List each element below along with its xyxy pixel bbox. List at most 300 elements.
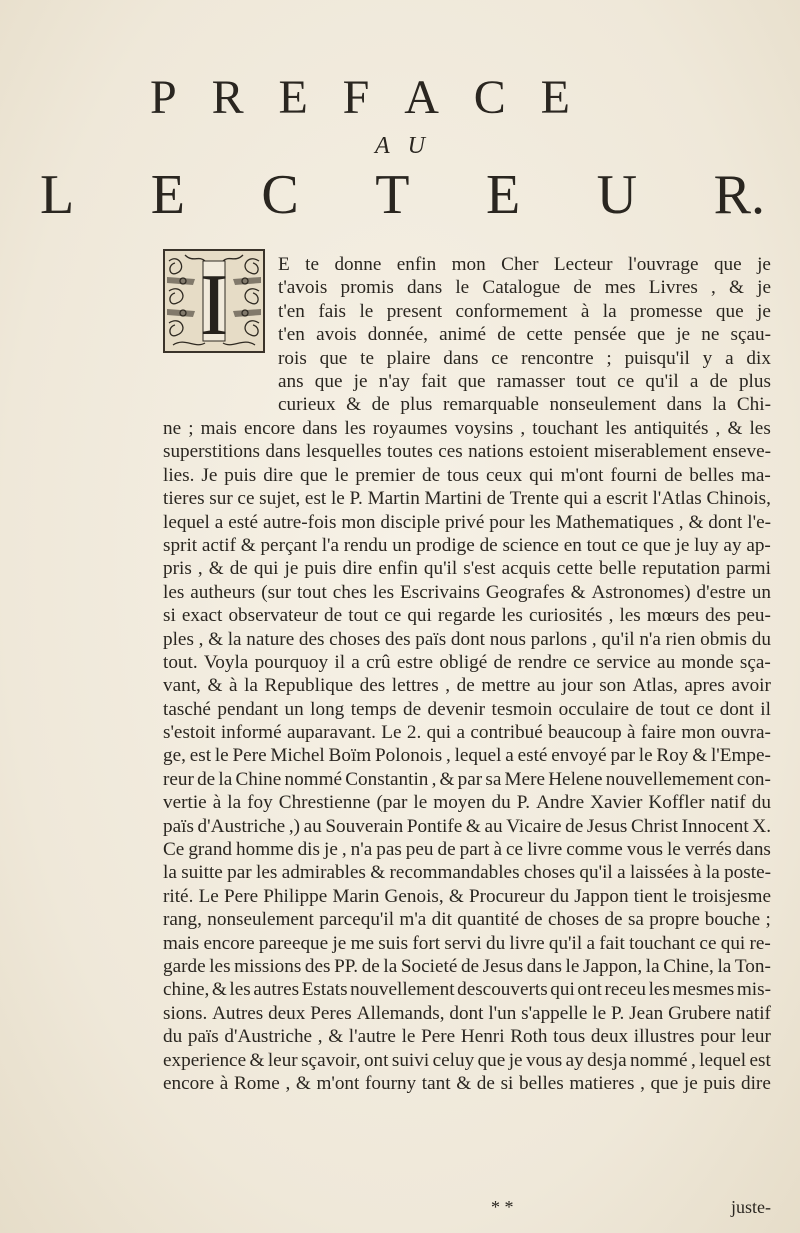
word: & bbox=[346, 394, 362, 416]
word: d'estre bbox=[696, 581, 746, 603]
text-line bbox=[163, 955, 771, 978]
word: E bbox=[278, 254, 290, 275]
word: mais bbox=[163, 932, 200, 954]
word: si bbox=[163, 605, 176, 627]
text-line bbox=[163, 698, 771, 721]
word: Estats bbox=[301, 979, 348, 1001]
text-line bbox=[278, 253, 771, 276]
word: de bbox=[361, 955, 380, 977]
text-line bbox=[163, 791, 771, 814]
word: chine, bbox=[163, 979, 210, 1001]
word: que bbox=[319, 347, 348, 369]
word: & bbox=[249, 1049, 265, 1071]
word: de bbox=[476, 1072, 495, 1094]
word: Le bbox=[381, 722, 402, 744]
word: , bbox=[711, 277, 716, 299]
word: de bbox=[437, 839, 456, 861]
word: à bbox=[493, 839, 503, 861]
text-line bbox=[163, 1025, 771, 1048]
word: ; bbox=[606, 347, 612, 369]
word: est bbox=[304, 488, 327, 510]
word: païs bbox=[163, 815, 194, 837]
word: fourny bbox=[365, 1072, 417, 1094]
word: pensée bbox=[573, 324, 627, 346]
word: ce bbox=[573, 651, 591, 673]
word: de bbox=[371, 394, 390, 416]
text-line bbox=[163, 815, 771, 838]
word: qui bbox=[529, 464, 554, 486]
word: foy bbox=[247, 792, 273, 814]
word: puis bbox=[304, 558, 337, 580]
word: nouvellemement bbox=[605, 768, 734, 790]
word: autre-fois bbox=[262, 511, 337, 533]
text-line-content bbox=[278, 276, 771, 299]
word: rité. bbox=[163, 885, 194, 907]
word: service bbox=[596, 651, 651, 673]
word: nous bbox=[489, 628, 526, 650]
word: royaumes bbox=[372, 418, 448, 439]
word: plus bbox=[738, 370, 771, 392]
title-letter: E bbox=[540, 71, 570, 124]
word: grand bbox=[188, 839, 233, 861]
word: les bbox=[648, 979, 670, 1001]
word: Atlas, bbox=[632, 675, 678, 697]
word: Jean bbox=[629, 1002, 664, 1024]
word: Andre bbox=[536, 792, 585, 814]
word: de bbox=[635, 698, 654, 720]
word: pareeque bbox=[258, 932, 329, 954]
text-line-content bbox=[163, 534, 771, 557]
word: les bbox=[344, 418, 366, 439]
word: qu'il bbox=[548, 932, 583, 954]
word: & bbox=[207, 675, 223, 697]
word: d'Austriche bbox=[224, 1026, 313, 1048]
word: a bbox=[214, 511, 224, 533]
word: Astronomes) bbox=[591, 581, 691, 603]
text-line-content bbox=[278, 347, 771, 370]
text-line-content bbox=[163, 768, 771, 791]
word: envoyé bbox=[551, 745, 607, 767]
word: dis bbox=[297, 839, 320, 861]
word: du bbox=[751, 628, 771, 650]
word: dont bbox=[449, 1002, 484, 1024]
word: nommé bbox=[630, 1049, 688, 1071]
word: que bbox=[715, 300, 744, 322]
word: illustres bbox=[633, 1026, 695, 1048]
word: dont bbox=[450, 628, 486, 650]
word: en bbox=[563, 534, 582, 556]
word: belles bbox=[519, 1072, 564, 1094]
text-line bbox=[278, 347, 771, 370]
word: dans bbox=[406, 277, 443, 299]
word: , bbox=[640, 1072, 645, 1094]
word: tient bbox=[633, 885, 668, 907]
text-line-content bbox=[163, 955, 771, 978]
word: le bbox=[359, 300, 374, 322]
word: autheurs bbox=[190, 581, 256, 603]
word: enseve- bbox=[712, 441, 771, 463]
title-letter: A bbox=[404, 71, 439, 124]
word: le bbox=[413, 792, 428, 814]
word: avois bbox=[316, 324, 357, 346]
word: de bbox=[524, 909, 543, 931]
word: regarde bbox=[437, 605, 496, 627]
word: belles bbox=[689, 464, 735, 486]
text-line bbox=[278, 300, 771, 323]
text-line bbox=[163, 1002, 771, 1025]
word: nouvellement bbox=[350, 979, 455, 1001]
word: deux bbox=[590, 1026, 629, 1048]
word: homme bbox=[236, 839, 294, 861]
text-line bbox=[278, 323, 771, 346]
word: nature bbox=[246, 628, 295, 650]
word: ont bbox=[363, 1049, 389, 1071]
text-line-content bbox=[163, 1072, 771, 1095]
word: PP. bbox=[334, 955, 359, 977]
word: sçavoir, bbox=[301, 1049, 361, 1071]
word: luy bbox=[694, 534, 719, 556]
word: Martini bbox=[424, 488, 483, 510]
word: au bbox=[536, 675, 556, 697]
word: le bbox=[334, 464, 349, 486]
text-line-content bbox=[163, 838, 771, 861]
text-line bbox=[163, 464, 771, 487]
word: un bbox=[751, 581, 771, 603]
word: n'ay bbox=[378, 370, 410, 392]
text-line-content bbox=[163, 651, 771, 674]
word: la bbox=[218, 768, 233, 790]
word: , bbox=[341, 839, 347, 861]
word: du bbox=[751, 792, 771, 814]
word: à bbox=[692, 862, 702, 884]
word: Roth bbox=[510, 1026, 548, 1048]
word: je bbox=[323, 839, 338, 861]
word: la bbox=[705, 862, 720, 884]
signature-mark: * * bbox=[491, 1197, 514, 1217]
word: encore bbox=[203, 932, 255, 954]
word: Grubere bbox=[668, 1002, 731, 1024]
word: ples bbox=[163, 628, 194, 650]
word: acquis bbox=[501, 558, 551, 580]
word: sur bbox=[209, 488, 233, 510]
word: cette bbox=[556, 558, 593, 580]
word: m'a bbox=[399, 909, 427, 931]
word: choses bbox=[547, 909, 600, 931]
word: propre bbox=[649, 909, 700, 931]
text-line-content bbox=[163, 932, 771, 955]
word: Constantin bbox=[345, 768, 429, 790]
word: belle bbox=[598, 558, 637, 580]
word: ,) bbox=[288, 815, 301, 837]
word: estoient bbox=[528, 441, 589, 463]
word: lesquelles bbox=[305, 441, 382, 463]
word: ce bbox=[237, 488, 255, 510]
word: s'estoit bbox=[163, 722, 216, 744]
word: nommé bbox=[284, 768, 343, 790]
word: la bbox=[717, 955, 732, 977]
word: ceux bbox=[485, 464, 523, 486]
word: matieres bbox=[569, 1072, 635, 1094]
word: païs bbox=[187, 1026, 219, 1048]
word: sujet, bbox=[259, 488, 301, 510]
word: la bbox=[645, 955, 660, 977]
word: je bbox=[757, 300, 771, 322]
word: jour bbox=[561, 675, 593, 697]
word: livre bbox=[527, 839, 563, 861]
word: a bbox=[505, 745, 514, 767]
word: comme bbox=[566, 839, 623, 861]
word: par bbox=[227, 862, 252, 884]
word: P. bbox=[349, 488, 363, 510]
title-letter: U bbox=[596, 164, 638, 226]
word: Christ bbox=[631, 815, 678, 837]
word: re- bbox=[749, 932, 771, 954]
word: rencontre bbox=[521, 347, 594, 369]
word: de bbox=[197, 768, 216, 790]
word: les bbox=[209, 955, 231, 977]
text-line bbox=[278, 393, 771, 416]
word: perçant bbox=[260, 534, 317, 556]
text-line bbox=[163, 1072, 771, 1095]
word: Peres bbox=[310, 1002, 352, 1024]
word: descouverts bbox=[457, 979, 548, 1001]
word: je bbox=[676, 324, 691, 346]
text-line bbox=[163, 581, 771, 604]
word: la bbox=[602, 300, 617, 322]
word: si bbox=[500, 1072, 514, 1094]
word: te bbox=[305, 254, 320, 275]
word: peu- bbox=[736, 605, 771, 627]
word: de bbox=[460, 955, 480, 977]
word: t'en bbox=[278, 324, 305, 346]
text-line bbox=[163, 417, 771, 440]
word: ce bbox=[384, 605, 402, 627]
word: m'ont bbox=[316, 1072, 360, 1094]
word: faire bbox=[640, 722, 677, 744]
word: du bbox=[491, 792, 511, 814]
word: parcequ'il bbox=[319, 909, 395, 931]
word: à bbox=[219, 1072, 229, 1094]
word: pris bbox=[163, 558, 192, 580]
text-line-content bbox=[163, 417, 771, 440]
word: 2. bbox=[406, 722, 422, 744]
word: & bbox=[208, 558, 224, 580]
text-line-content bbox=[163, 628, 771, 651]
word: le bbox=[666, 839, 681, 861]
word: par bbox=[610, 745, 635, 767]
word: actif bbox=[201, 534, 236, 556]
word: dire bbox=[342, 558, 373, 580]
title-letter: R bbox=[211, 71, 244, 124]
word: un bbox=[284, 698, 304, 720]
word: verrés bbox=[684, 839, 732, 861]
word: les bbox=[605, 418, 627, 439]
word: parlons bbox=[530, 628, 588, 650]
word: fort bbox=[412, 932, 441, 954]
word: sça- bbox=[739, 651, 771, 673]
word: nonseulement bbox=[549, 394, 657, 416]
word: ce bbox=[491, 347, 509, 369]
word: & bbox=[439, 768, 455, 790]
word: de bbox=[573, 277, 592, 299]
word: Jappon bbox=[574, 885, 629, 907]
word: lies. bbox=[163, 464, 195, 486]
word: Pere bbox=[232, 745, 267, 767]
word: , bbox=[445, 745, 451, 767]
text-line-content bbox=[278, 393, 771, 416]
word: admirables bbox=[281, 862, 366, 884]
text-line bbox=[163, 885, 771, 908]
text-line-content bbox=[163, 557, 771, 580]
word: pour bbox=[700, 1026, 736, 1048]
word: le bbox=[673, 885, 687, 907]
catchword: juste- bbox=[731, 1197, 771, 1217]
word: dont bbox=[719, 698, 754, 720]
word: mon bbox=[681, 722, 716, 744]
word: servi bbox=[444, 932, 482, 954]
word: dans bbox=[735, 839, 771, 861]
word: poste- bbox=[724, 862, 771, 884]
text-line-content bbox=[163, 1002, 771, 1025]
word: promesse bbox=[630, 300, 703, 322]
word: de bbox=[324, 605, 343, 627]
word: tous bbox=[447, 464, 480, 486]
word: P. bbox=[516, 792, 531, 814]
text-line-content bbox=[163, 1025, 771, 1048]
word: natif bbox=[710, 792, 746, 814]
text-line-content bbox=[163, 815, 771, 838]
text-line bbox=[163, 534, 771, 557]
title-letter: T bbox=[375, 164, 410, 226]
word: dix bbox=[746, 347, 771, 369]
word: con- bbox=[736, 768, 771, 790]
word: suitte bbox=[181, 862, 223, 884]
word: ches bbox=[332, 581, 367, 603]
text-line bbox=[163, 557, 771, 580]
word: Pere bbox=[224, 885, 259, 907]
title-letter: C bbox=[261, 164, 299, 226]
word: qui bbox=[253, 558, 279, 580]
word: l'e- bbox=[747, 511, 771, 533]
word: Polonois bbox=[375, 745, 443, 767]
word: je bbox=[675, 534, 690, 556]
word: tout bbox=[296, 581, 327, 603]
word: disciple bbox=[380, 511, 441, 533]
word: , bbox=[317, 1026, 323, 1048]
text-line-content bbox=[163, 885, 771, 908]
word: crû bbox=[366, 651, 391, 673]
word: auparavant. bbox=[286, 722, 376, 744]
word: tout. bbox=[163, 651, 198, 673]
word: voysins bbox=[454, 418, 514, 439]
word: animé bbox=[439, 324, 487, 346]
word: s'appelle bbox=[521, 1002, 588, 1024]
word: lequel bbox=[454, 745, 502, 767]
word: les bbox=[501, 605, 523, 627]
word: qu'il bbox=[601, 628, 635, 650]
word: touchant bbox=[532, 418, 599, 439]
word: que bbox=[314, 370, 343, 392]
text-line bbox=[163, 768, 771, 791]
word: l'un bbox=[488, 1002, 517, 1024]
word: Chine bbox=[235, 768, 282, 790]
word: ce bbox=[506, 839, 524, 861]
word: qui bbox=[426, 722, 452, 744]
text-line-content bbox=[163, 1049, 771, 1072]
word: de bbox=[421, 464, 441, 486]
title-letter: R. bbox=[713, 164, 765, 226]
word: & bbox=[328, 1026, 344, 1048]
title-letter: E bbox=[278, 71, 308, 124]
word: lequel bbox=[699, 1049, 747, 1071]
word: X. bbox=[752, 815, 771, 837]
word: esté bbox=[517, 745, 548, 767]
word: qu'il bbox=[645, 370, 679, 392]
word: Jappon, bbox=[583, 955, 643, 977]
word: ne bbox=[163, 418, 182, 439]
word: (par bbox=[376, 792, 408, 814]
word: plus bbox=[400, 394, 433, 416]
text-line bbox=[163, 721, 771, 744]
word: les bbox=[529, 511, 551, 533]
word: que bbox=[299, 464, 328, 486]
text-line-content bbox=[163, 464, 771, 487]
text-line-content bbox=[163, 721, 771, 744]
word: mœurs bbox=[646, 605, 700, 627]
text-line-content bbox=[278, 253, 771, 276]
word: science bbox=[502, 534, 559, 556]
word: missions bbox=[234, 955, 302, 977]
word: a bbox=[351, 651, 360, 673]
title-letter: E bbox=[150, 164, 185, 226]
word: ne bbox=[701, 324, 720, 346]
word: ans bbox=[278, 370, 304, 392]
word: que bbox=[713, 254, 742, 275]
word: premier bbox=[355, 464, 416, 486]
word: rien bbox=[665, 628, 696, 650]
word: enfin bbox=[378, 558, 418, 580]
word: au bbox=[303, 815, 322, 837]
word: celuy bbox=[432, 1049, 475, 1071]
word: au bbox=[657, 651, 676, 673]
text-line-content bbox=[163, 604, 771, 627]
word: Ce bbox=[163, 839, 185, 861]
word: Republique bbox=[264, 675, 354, 697]
word: laissées bbox=[629, 862, 689, 884]
word: mis- bbox=[736, 979, 771, 1001]
word: est bbox=[189, 745, 212, 767]
word: vant, bbox=[163, 675, 201, 697]
word: un bbox=[392, 534, 412, 556]
word: dans bbox=[526, 955, 562, 977]
word: , bbox=[520, 418, 526, 439]
word: dire bbox=[741, 1072, 771, 1094]
text-line bbox=[163, 651, 771, 674]
text-line bbox=[163, 628, 771, 651]
word: la bbox=[712, 394, 727, 416]
word: & bbox=[211, 979, 227, 1001]
word: n'a bbox=[350, 839, 373, 861]
word: avoir bbox=[731, 675, 771, 697]
word: , bbox=[445, 675, 451, 697]
word: choses bbox=[523, 862, 576, 884]
text-line bbox=[163, 838, 771, 861]
word: lequel bbox=[163, 511, 210, 533]
word: Rome bbox=[233, 1072, 280, 1094]
word: dans bbox=[265, 441, 301, 463]
word: te bbox=[360, 347, 374, 369]
word: Pontife bbox=[406, 815, 463, 837]
